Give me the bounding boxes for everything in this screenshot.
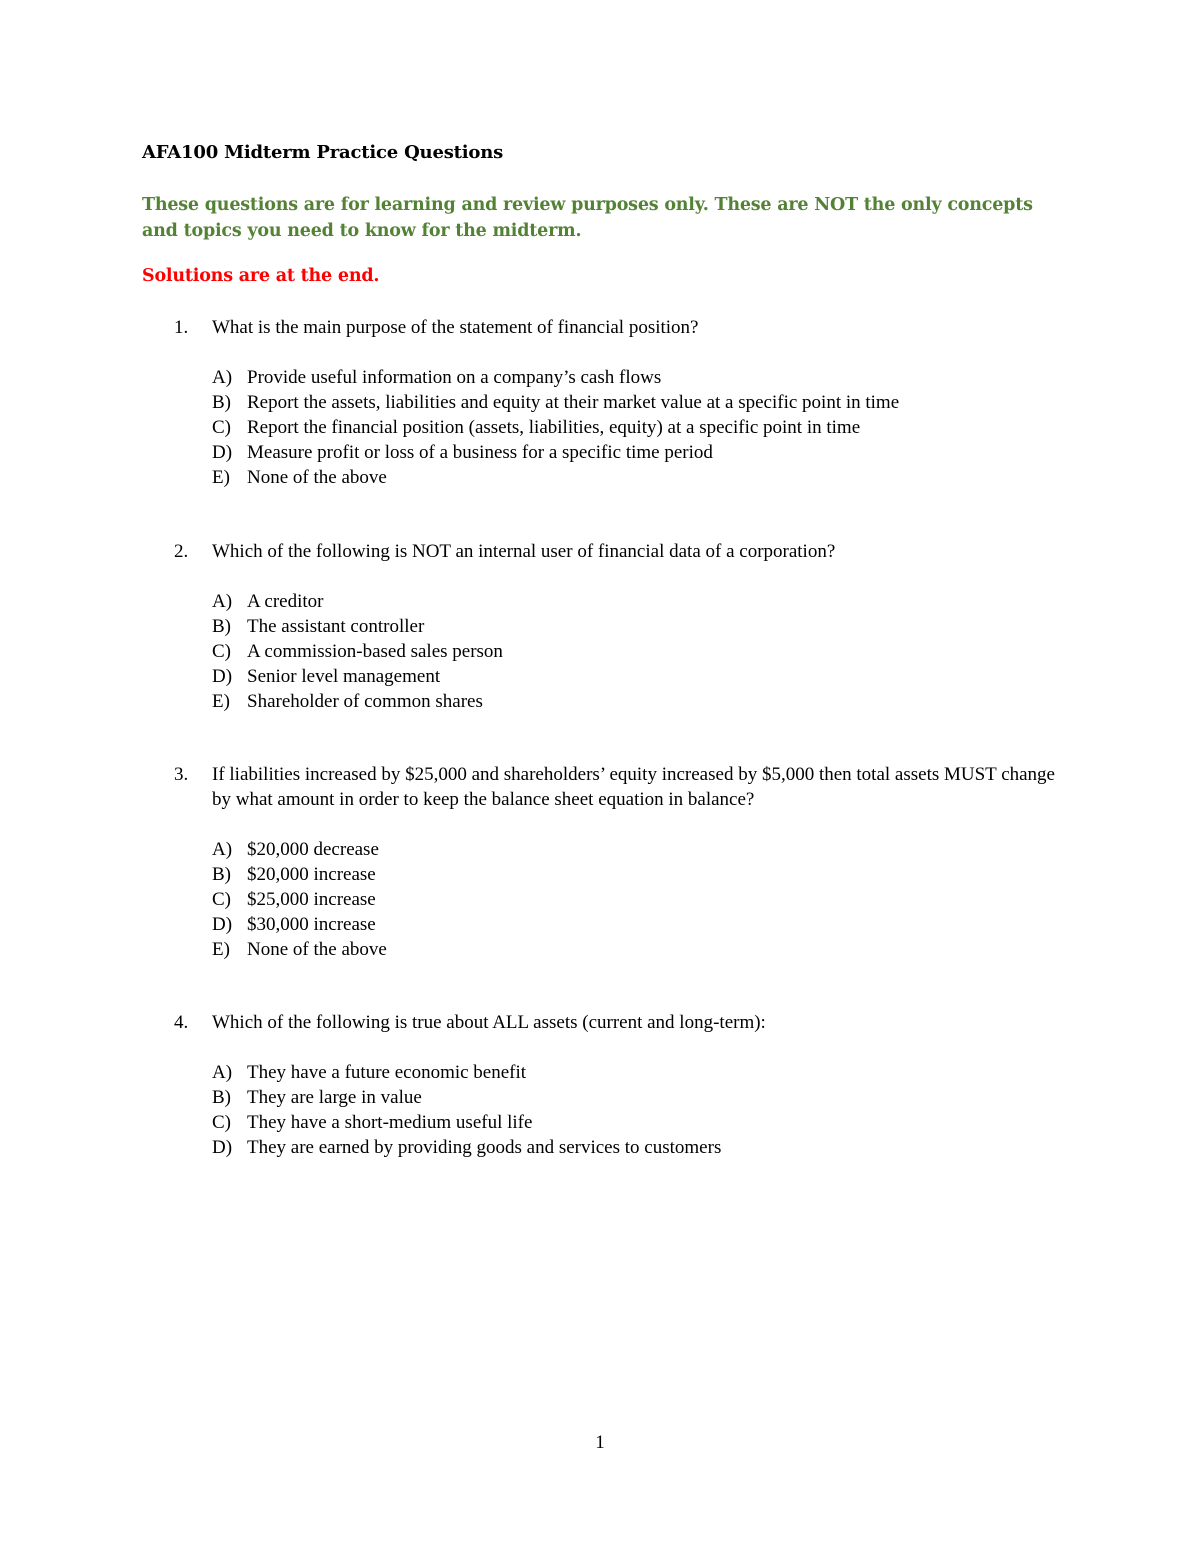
- option-text: Shareholder of common shares: [247, 691, 483, 712]
- option-letter: A): [212, 839, 233, 860]
- answer-option: [0, 465, 1200, 490]
- option-text: A commission-based sales person: [247, 641, 503, 662]
- answer-option: [0, 862, 1200, 887]
- option-letter: E): [212, 939, 230, 960]
- option-letter: E): [212, 467, 230, 488]
- answer-option: [0, 1135, 1200, 1160]
- question-text: Which of the following is NOT an internal user of financial data of a corporation?: [212, 541, 836, 562]
- answer-option: [0, 1060, 1200, 1085]
- option-text: Provide useful information on a company’s cash flows: [247, 367, 662, 388]
- option-letter: B): [212, 864, 231, 885]
- option-letter: D): [212, 666, 233, 687]
- option-text: $20,000 decrease: [247, 839, 379, 860]
- option-letter: A): [212, 367, 233, 388]
- option-letter: C): [212, 641, 231, 662]
- answer-option: [0, 1110, 1200, 1135]
- question-number: 2.: [174, 541, 189, 562]
- option-text: Senior level management: [247, 666, 441, 687]
- option-letter: D): [212, 1137, 233, 1158]
- question-text: Which of the following is true about ALL assets (current and long-term):: [212, 1012, 766, 1033]
- option-text: None of the above: [247, 467, 387, 488]
- option-text: $30,000 increase: [247, 914, 376, 935]
- document-title: AFA100 Midterm Practice Questions: [142, 142, 504, 163]
- option-text: None of the above: [247, 939, 387, 960]
- answer-option: [0, 937, 1200, 962]
- answer-option: [0, 1085, 1200, 1110]
- option-text: Report the financial position (assets, liabilities, equity) at a specific point in time: [247, 417, 861, 438]
- question-text: What is the main purpose of the statement of financial position?: [212, 317, 699, 338]
- answer-option: [0, 912, 1200, 937]
- answer-option: [0, 837, 1200, 862]
- option-letter: A): [212, 591, 233, 612]
- answer-option: [0, 415, 1200, 440]
- option-letter: C): [212, 889, 231, 910]
- option-text: Report the assets, liabilities and equity at their market value at a specific point in time: [247, 392, 900, 413]
- option-text: A creditor: [247, 591, 324, 612]
- option-text: They are large in value: [247, 1087, 422, 1108]
- option-text: They have a short-medium useful life: [247, 1112, 533, 1133]
- option-letter: C): [212, 417, 231, 438]
- answer-option: [0, 589, 1200, 614]
- option-letter: A): [212, 1062, 233, 1083]
- option-text: They are earned by providing goods and services to customers: [247, 1137, 722, 1158]
- answer-option: [0, 440, 1200, 465]
- option-letter: B): [212, 392, 231, 413]
- answer-option: [0, 887, 1200, 912]
- answer-option: [0, 390, 1200, 415]
- question-number: 3.: [174, 764, 189, 785]
- answer-option: [0, 614, 1200, 639]
- option-letter: D): [212, 914, 233, 935]
- option-letter: D): [212, 442, 233, 463]
- option-text: The assistant controller: [247, 616, 425, 637]
- answer-option: [0, 689, 1200, 714]
- option-text: They have a future economic benefit: [247, 1062, 527, 1083]
- answer-option: [0, 664, 1200, 689]
- solutions-note: Solutions are at the end.: [142, 266, 380, 286]
- question-text: If liabilities increased by $25,000 and shareholders’ equity increased by $5,000 then total assets MUST change by what amount in order to keep the balance sheet equation in balance?: [212, 764, 1055, 810]
- option-text: $20,000 increase: [247, 864, 376, 885]
- option-letter: E): [212, 691, 230, 712]
- page-number: 1: [595, 1432, 605, 1453]
- answer-option: [0, 639, 1200, 664]
- option-letter: B): [212, 616, 231, 637]
- question-number: 4.: [174, 1012, 189, 1033]
- disclaimer-note: These questions are for learning and review purposes only. These are NOT the only concepts and topics you need to know for the midterm.: [142, 195, 1033, 241]
- option-letter: C): [212, 1112, 231, 1133]
- option-letter: B): [212, 1087, 231, 1108]
- question-number: 1.: [174, 317, 189, 338]
- option-text: $25,000 increase: [247, 889, 376, 910]
- option-text: Measure profit or loss of a business for a specific time period: [247, 442, 713, 463]
- answer-option: [0, 365, 1200, 390]
